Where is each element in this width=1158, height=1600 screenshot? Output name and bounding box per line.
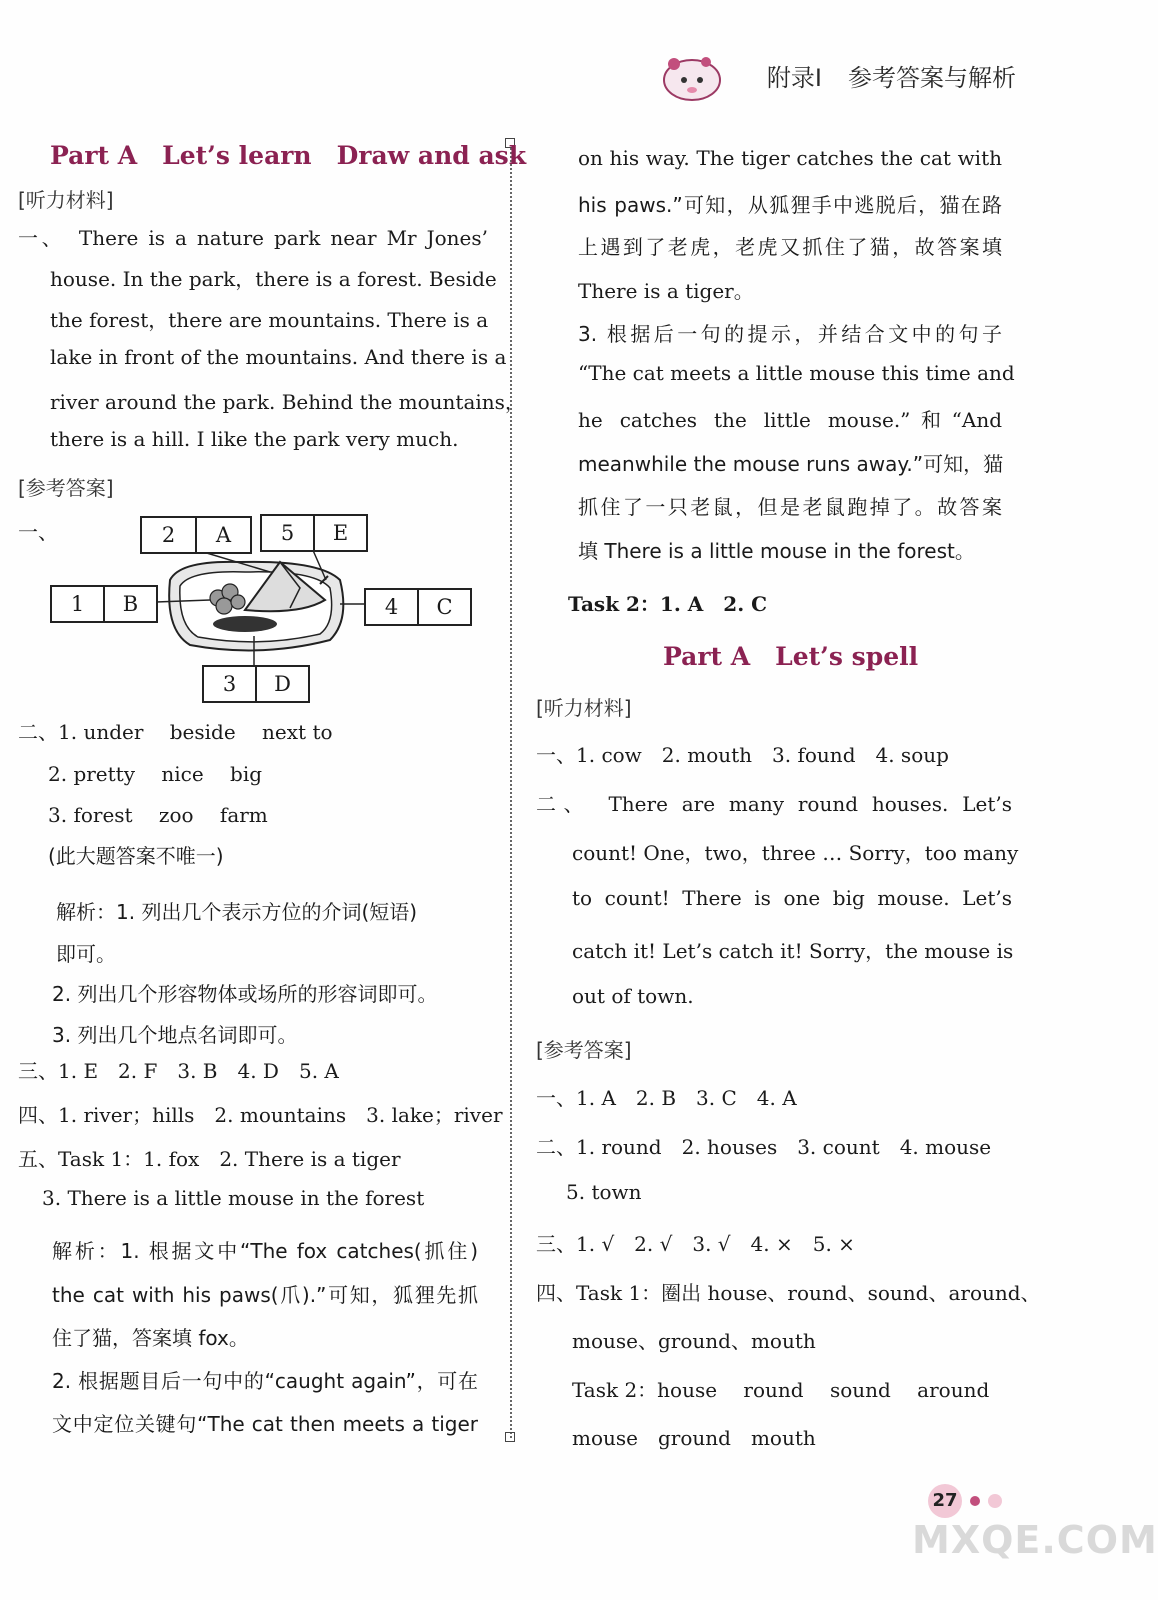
analysis-line: the cat with his paws(爪).”可知，狐狸先抓 xyxy=(52,1283,478,1307)
analysis-line: 解析：1. 根据文中“The fox catches(抓住) xyxy=(52,1239,478,1263)
analysis-line: 2. 根据题目后一句中的“caught again”，可在 xyxy=(52,1369,478,1393)
analysis-line: 抓住了一只老鼠，但是老鼠跑掉了。故答案 xyxy=(578,495,1002,519)
listening-line: 一、1. cow 2. mouth 3. found 4. soup xyxy=(536,743,949,767)
answer-label: [参考答案] xyxy=(536,1038,632,1062)
answer-line: 3. forest zoo farm xyxy=(48,803,268,827)
answer-line: 二、1. under beside next to xyxy=(18,720,333,744)
analysis-line: 上遇到了老虎，老虎又抓住了猫，故答案填 xyxy=(578,235,1002,259)
column-divider xyxy=(510,148,512,1438)
answer-line: mouse、ground、mouth xyxy=(572,1329,816,1353)
analysis-line: 填 There is a little mouse in the forest。 xyxy=(578,539,975,563)
answer-box-2a xyxy=(140,516,252,554)
answer-line: 三、1. E 2. F 3. B 4. D 5. A xyxy=(18,1059,339,1083)
box-number: 1 xyxy=(70,592,85,616)
answer-line: 二、1. round 2. houses 3. count 4. mouse xyxy=(536,1135,992,1159)
listening-label: [听力材料] xyxy=(536,696,632,720)
answer-note: (此大题答案不唯一) xyxy=(48,844,224,868)
analysis-line: meanwhile the mouse runs away.”可知，猫 xyxy=(578,452,1004,476)
box-letter: A xyxy=(195,518,250,552)
listening-line: count! One，two，three … Sorry，too many xyxy=(572,841,1019,865)
listening-line: out of town. xyxy=(572,984,694,1008)
analysis-line: 3. 根据后一句的提示，并结合文中的句子 xyxy=(578,322,1002,346)
listening-line: to count! There is one big mouse. Let’s xyxy=(572,886,1012,910)
listening-line: the forest，there are mountains. There is a xyxy=(50,308,489,332)
page-number: 27 xyxy=(928,1484,962,1518)
answer-line: 四、1. river；hills 2. mountains 3. lake；river xyxy=(18,1103,503,1127)
watermark: MXQE.COM xyxy=(912,1518,1158,1562)
answer-line: Task 2：house round sound around xyxy=(572,1378,990,1402)
listening-label: [听力材料] xyxy=(18,188,114,212)
answer-line: 5. town xyxy=(566,1180,642,1204)
box-number: 2 xyxy=(161,523,176,547)
divider-bottom-mark xyxy=(505,1432,515,1442)
mascot-icon xyxy=(660,48,724,104)
box-letter: B xyxy=(103,587,156,621)
answer-line: 3. There is a little mouse in the forest xyxy=(42,1186,425,1210)
analysis-line: his paws.”可知，从狐狸手中逃脱后，猫在路 xyxy=(578,193,1002,217)
listening-line: there is a hill. I like the park very much. xyxy=(50,427,459,451)
listening-line: 二、 There are many round houses. Let’s xyxy=(536,792,1012,816)
question-number: 一、 xyxy=(18,520,58,544)
box-number: 5 xyxy=(280,521,295,545)
box-letter: D xyxy=(255,667,308,701)
appendix-label: 附录Ⅰ xyxy=(766,64,822,92)
page-dot xyxy=(970,1496,980,1506)
analysis-line: 文中定位关键句“The cat then meets a tiger xyxy=(52,1412,478,1436)
answer-line: 2. pretty nice big xyxy=(48,762,263,786)
box-number: 3 xyxy=(222,672,237,696)
analysis-line: 3. 列出几个地点名词即可。 xyxy=(52,1023,298,1047)
page-dot xyxy=(988,1494,1002,1508)
analysis-line: 2. 列出几个形容物体或场所的形容词即可。 xyxy=(52,982,438,1006)
analysis-line: he catches the little mouse.”和“And xyxy=(578,408,1002,432)
section-heading-learn: Part A Let’s learn Draw and ask xyxy=(50,141,527,170)
answer-line: 四、Task 1：圈出 house、round、sound、around、 xyxy=(536,1281,1041,1305)
header-title: 参考答案与解析 xyxy=(848,64,1016,92)
answer-box-5e xyxy=(260,514,368,552)
analysis-line: “The cat meets a little mouse this time and xyxy=(578,361,1015,385)
analysis-line: 即可。 xyxy=(56,942,116,966)
answer-line: Task 2：1. A 2. C xyxy=(568,592,768,616)
analysis-line: There is a tiger。 xyxy=(578,279,754,303)
analysis-line: 住了猫，答案填 fox。 xyxy=(52,1326,249,1350)
box-letter: E xyxy=(313,516,366,550)
answer-line: 一、1. A 2. B 3. C 4. A xyxy=(536,1086,797,1110)
listening-line: catch it! Let’s catch it! Sorry，the mouse is xyxy=(572,939,1014,963)
analysis-line: on his way. The tiger catches the cat with xyxy=(578,146,1002,170)
section-heading-spell: Part A Let’s spell xyxy=(663,642,919,671)
listening-line: house. In the park，there is a forest. Beside xyxy=(50,267,497,291)
answer-label: [参考答案] xyxy=(18,476,114,500)
listening-line: 一、 There is a nature park near Mr Jones’ xyxy=(18,226,488,250)
answer-box-3d xyxy=(202,665,310,703)
answer-line: 三、1. √ 2. √ 3. √ 4. × 5. × xyxy=(536,1232,855,1256)
answer-line: mouse ground mouth xyxy=(572,1426,816,1450)
answer-line: 五、Task 1：1. fox 2. There is a tiger xyxy=(18,1147,401,1171)
listening-line: river around the park. Behind the mountains， xyxy=(50,390,525,414)
box-number: 4 xyxy=(384,595,399,619)
answer-box-1b xyxy=(50,585,158,623)
answer-box-4c xyxy=(364,588,472,626)
page-header xyxy=(741,58,1016,93)
listening-line: lake in front of the mountains. And there is a xyxy=(50,345,507,369)
box-letter: C xyxy=(417,590,470,624)
analysis-line: 解析：1. 列出几个表示方位的介词(短语) xyxy=(56,900,418,924)
